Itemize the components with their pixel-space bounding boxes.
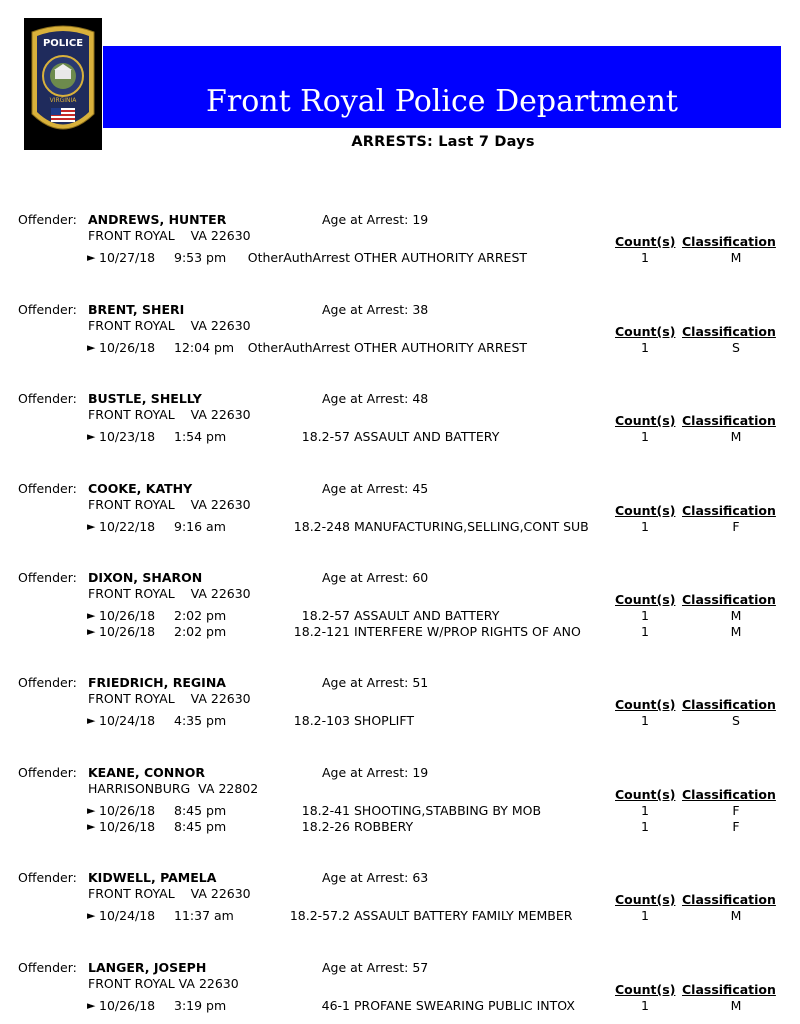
counts-column-header: Count(s) xyxy=(615,697,676,712)
charge-description: SHOPLIFT xyxy=(354,713,414,728)
charge-row xyxy=(0,340,800,356)
charge-count: 1 xyxy=(641,819,649,834)
age-label: Age at Arrest: xyxy=(322,960,409,975)
charge-description: SHOOTING,STABBING BY MOB xyxy=(354,803,542,818)
offender-name: KEANE, CONNOR xyxy=(88,765,205,780)
charge-row xyxy=(0,519,800,535)
charge-row xyxy=(0,819,800,835)
charge-time: 12:04 pm xyxy=(174,340,235,355)
bullet-arrow-icon: ► xyxy=(87,804,96,817)
charge-count: 1 xyxy=(641,608,649,623)
age-label: Age at Arrest: xyxy=(322,570,409,585)
charge-time: 4:35 pm xyxy=(174,713,227,728)
classification-column-header: Classification xyxy=(682,982,776,997)
charge-description: INTERFERE W/PROP RIGHTS OF ANO xyxy=(354,624,581,639)
counts-column-header: Count(s) xyxy=(615,234,676,249)
bullet-arrow-icon: ► xyxy=(87,609,96,622)
charge-classification: M xyxy=(730,429,742,444)
counts-column-header: Count(s) xyxy=(615,324,676,339)
charge-code: 18.2-248 xyxy=(293,519,350,534)
offender-name: BRENT, SHERI xyxy=(88,302,185,317)
charge-classification: S xyxy=(732,340,740,355)
charge-date: 10/24/18 xyxy=(99,713,156,728)
charge-date: 10/26/18 xyxy=(99,608,156,623)
age-value: 45 xyxy=(412,481,429,496)
charge-code: 18.2-57 xyxy=(301,429,350,444)
counts-column-header: Count(s) xyxy=(615,503,676,518)
classification-column-header: Classification xyxy=(682,787,776,802)
charge-classification: M xyxy=(730,250,742,265)
charge-description: ROBBERY xyxy=(354,819,414,834)
charge-code: 18.2-57.2 xyxy=(289,908,350,923)
age-at-arrest xyxy=(322,570,428,586)
charge-description: ASSAULT BATTERY FAMILY MEMBER xyxy=(354,908,573,923)
age-value: 60 xyxy=(412,570,429,585)
charge-classification: F xyxy=(732,819,740,834)
offender-name: FRIEDRICH, REGINA xyxy=(88,675,226,690)
charge-count: 1 xyxy=(641,250,649,265)
charge-time: 3:19 pm xyxy=(174,998,227,1013)
age-value: 19 xyxy=(412,765,429,780)
bullet-arrow-icon: ► xyxy=(87,820,96,833)
age-value: 63 xyxy=(412,870,429,885)
classification-column-header: Classification xyxy=(682,892,776,907)
charge-row xyxy=(0,908,800,924)
offender-address: FRONT ROYAL VA 22630 xyxy=(88,976,239,991)
charge-count: 1 xyxy=(641,429,649,444)
bullet-arrow-icon: ► xyxy=(87,341,96,354)
charge-row xyxy=(0,429,800,445)
offender-name: COOKE, KATHY xyxy=(88,481,193,496)
charge-date: 10/26/18 xyxy=(99,624,156,639)
charge-count: 1 xyxy=(641,713,649,728)
bullet-arrow-icon: ► xyxy=(87,999,96,1012)
charge-description: MANUFACTURING,SELLING,CONT SUB xyxy=(354,519,589,534)
offender-name: ANDREWS, HUNTER xyxy=(88,212,227,227)
age-value: 48 xyxy=(412,391,429,406)
age-at-arrest xyxy=(322,960,428,976)
charge-date: 10/22/18 xyxy=(99,519,156,534)
charge-description: OTHER AUTHORITY ARREST xyxy=(354,340,528,355)
charge-classification: M xyxy=(730,624,742,639)
counts-column-header: Count(s) xyxy=(615,982,676,997)
counts-column-header: Count(s) xyxy=(615,592,676,607)
charge-time: 2:02 pm xyxy=(174,624,227,639)
bullet-arrow-icon: ► xyxy=(87,430,96,443)
offender-label: Offender: xyxy=(18,570,77,585)
charge-count: 1 xyxy=(641,340,649,355)
charge-classification: M xyxy=(730,908,742,923)
offender-address: FRONT ROYAL VA 22630 xyxy=(88,318,251,333)
offender-label: Offender: xyxy=(18,765,77,780)
charge-time: 8:45 pm xyxy=(174,819,227,834)
charge-date: 10/24/18 xyxy=(99,908,156,923)
age-at-arrest xyxy=(322,212,428,228)
charge-count: 1 xyxy=(641,803,649,818)
charge-time: 9:16 am xyxy=(174,519,226,534)
counts-column-header: Count(s) xyxy=(615,892,676,907)
age-value: 51 xyxy=(412,675,429,690)
charge-date: 10/26/18 xyxy=(99,819,156,834)
classification-column-header: Classification xyxy=(682,413,776,428)
bullet-arrow-icon: ► xyxy=(87,625,96,638)
age-value: 38 xyxy=(412,302,429,317)
offender-label: Offender: xyxy=(18,391,77,406)
charge-date: 10/26/18 xyxy=(99,340,156,355)
bullet-arrow-icon: ► xyxy=(87,520,96,533)
charge-description: ASSAULT AND BATTERY xyxy=(354,429,500,444)
charge-classification: F xyxy=(732,519,740,534)
offender-address: FRONT ROYAL VA 22630 xyxy=(88,886,251,901)
age-label: Age at Arrest: xyxy=(322,870,409,885)
charge-classification: M xyxy=(730,998,742,1013)
charge-time: 11:37 am xyxy=(174,908,234,923)
charge-row xyxy=(0,998,800,1014)
charge-code: 18.2-57 xyxy=(301,608,350,623)
classification-column-header: Classification xyxy=(682,592,776,607)
classification-column-header: Classification xyxy=(682,234,776,249)
bullet-arrow-icon: ► xyxy=(87,909,96,922)
age-at-arrest xyxy=(322,302,428,318)
charge-classification: M xyxy=(730,608,742,623)
charge-description: PROFANE SWEARING PUBLIC INTOX xyxy=(354,998,575,1013)
charge-code: 46-1 xyxy=(321,998,350,1013)
charge-count: 1 xyxy=(641,519,649,534)
charge-code: 18.2-26 xyxy=(301,819,350,834)
offender-address: FRONT ROYAL VA 22630 xyxy=(88,497,251,512)
charge-code: 18.2-121 xyxy=(293,624,350,639)
age-label: Age at Arrest: xyxy=(322,675,409,690)
charge-date: 10/26/18 xyxy=(99,803,156,818)
charge-date: 10/27/18 xyxy=(99,250,156,265)
classification-column-header: Classification xyxy=(682,697,776,712)
classification-column-header: Classification xyxy=(682,324,776,339)
offender-name: LANGER, JOSEPH xyxy=(88,960,207,975)
age-label: Age at Arrest: xyxy=(322,765,409,780)
age-label: Age at Arrest: xyxy=(322,481,409,496)
charge-description: OTHER AUTHORITY ARREST xyxy=(354,250,528,265)
age-at-arrest xyxy=(322,765,428,781)
charge-count: 1 xyxy=(641,908,649,923)
charge-row xyxy=(0,624,800,640)
bullet-arrow-icon: ► xyxy=(87,714,96,727)
offender-label: Offender: xyxy=(18,960,77,975)
counts-column-header: Count(s) xyxy=(615,787,676,802)
charge-classification: S xyxy=(732,713,740,728)
charge-code: OtherAuthArrest xyxy=(247,250,350,265)
counts-column-header: Count(s) xyxy=(615,413,676,428)
age-at-arrest xyxy=(322,391,428,407)
charge-row xyxy=(0,803,800,819)
charge-row xyxy=(0,250,800,266)
offender-label: Offender: xyxy=(18,675,77,690)
offender-name: DIXON, SHARON xyxy=(88,570,203,585)
offender-address: FRONT ROYAL VA 22630 xyxy=(88,691,251,706)
age-label: Age at Arrest: xyxy=(322,391,409,406)
bullet-arrow-icon: ► xyxy=(87,251,96,264)
charge-count: 1 xyxy=(641,624,649,639)
charge-code: 18.2-41 xyxy=(301,803,350,818)
classification-column-header: Classification xyxy=(682,503,776,518)
age-label: Age at Arrest: xyxy=(322,212,409,227)
offender-label: Offender: xyxy=(18,870,77,885)
charge-code: 18.2-103 xyxy=(293,713,350,728)
offender-address: FRONT ROYAL VA 22630 xyxy=(88,586,251,601)
charge-time: 2:02 pm xyxy=(174,608,227,623)
charge-code: OtherAuthArrest xyxy=(247,340,350,355)
offender-label: Offender: xyxy=(18,481,77,496)
offender-address: HARRISONBURG VA 22802 xyxy=(88,781,259,796)
charge-date: 10/26/18 xyxy=(99,998,156,1013)
offender-label: Offender: xyxy=(18,302,77,317)
charge-time: 8:45 pm xyxy=(174,803,227,818)
age-value: 57 xyxy=(412,960,429,975)
charge-count: 1 xyxy=(641,998,649,1013)
age-at-arrest xyxy=(322,675,428,691)
charge-time: 1:54 pm xyxy=(174,429,227,444)
report-title: ARRESTS: Last 7 Days xyxy=(351,134,535,150)
age-at-arrest xyxy=(322,870,428,886)
charge-classification: F xyxy=(732,803,740,818)
charge-time: 9:53 pm xyxy=(174,250,227,265)
offender-address: FRONT ROYAL VA 22630 xyxy=(88,228,251,243)
offender-name: BUSTLE, SHELLY xyxy=(88,391,202,406)
offender-label: Offender: xyxy=(18,212,77,227)
age-at-arrest xyxy=(322,481,428,497)
svg-text:VIRGINIA: VIRGINIA xyxy=(49,97,77,104)
svg-text:POLICE: POLICE xyxy=(42,38,84,49)
offender-name: KIDWELL, PAMELA xyxy=(88,870,217,885)
charge-date: 10/23/18 xyxy=(99,429,156,444)
offender-address: FRONT ROYAL VA 22630 xyxy=(88,407,251,422)
age-label: Age at Arrest: xyxy=(322,302,409,317)
police-badge-logo xyxy=(24,18,102,150)
charge-row xyxy=(0,608,800,624)
charge-description: ASSAULT AND BATTERY xyxy=(354,608,500,623)
charge-row xyxy=(0,713,800,729)
department-title: Front Royal Police Department xyxy=(206,84,678,119)
age-value: 19 xyxy=(412,212,429,227)
